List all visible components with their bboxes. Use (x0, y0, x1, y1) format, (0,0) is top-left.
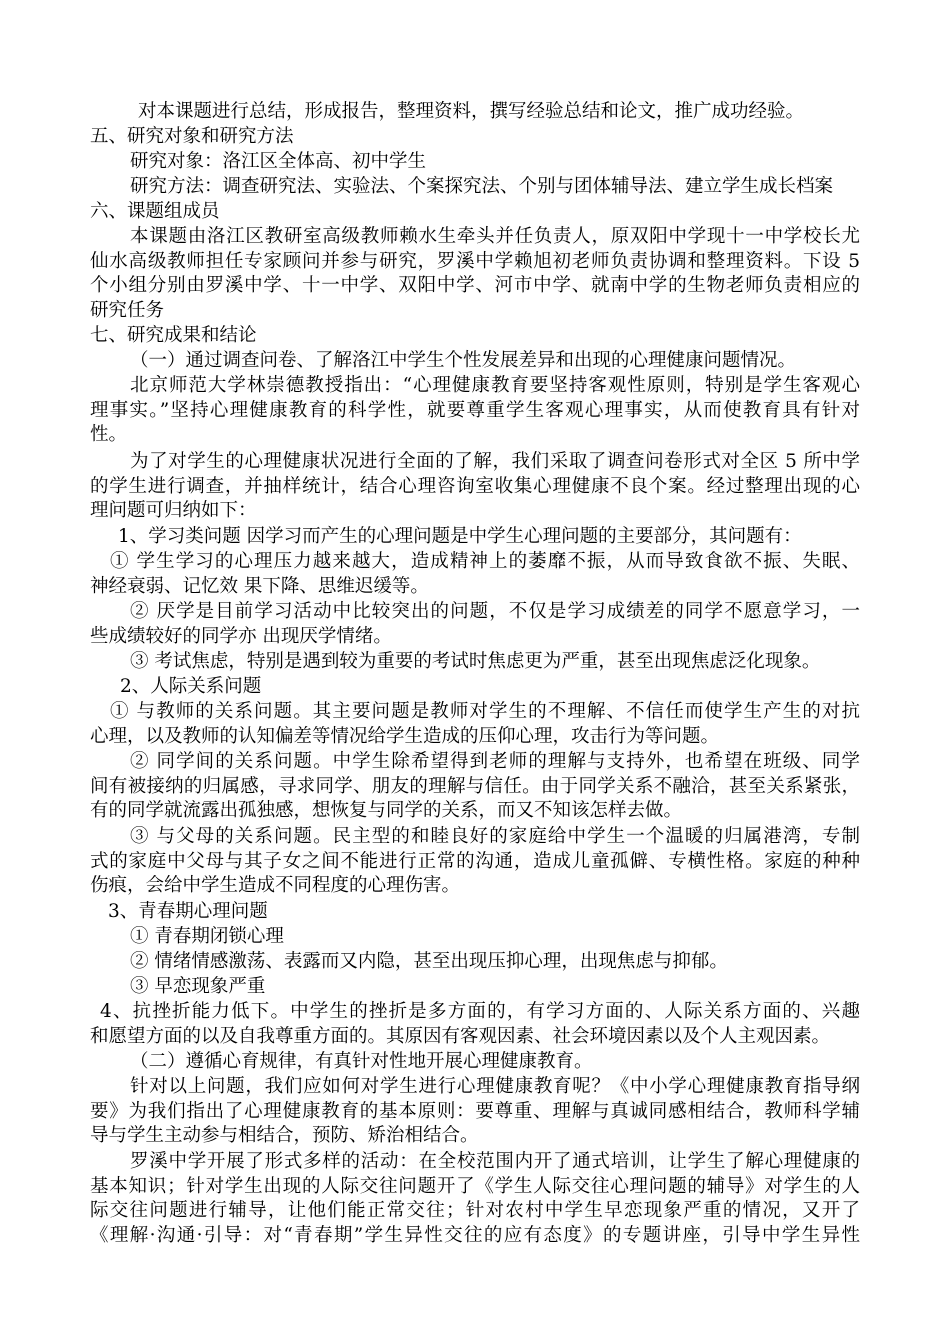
item-closed-mind (130, 925, 284, 950)
paragraph-research-method (130, 175, 833, 200)
text-line: 导与学生主动参与相结合，预防、矫治相结合。 (90, 1125, 479, 1147)
text-line: （二）遵循心育规律，有真针对性地开展心理健康教育。 (130, 1051, 593, 1072)
section-heading-5: 五、研究对象和研究方法 (90, 126, 294, 147)
paragraph-quote (90, 374, 860, 448)
section-heading-6: 六、课题组成员 (90, 201, 220, 222)
text-line: 4、抗挫折能力低下。中学生的挫折是多方面的，有学习方面的、人际关系方面的、兴趣 (100, 1001, 860, 1022)
paragraph-research-object (130, 150, 426, 175)
text-line: 心理，以及教师的认知偏差等情况给学生造成的压仰心理，攻击行为等问题。 (90, 725, 720, 747)
item-study-aversion (90, 600, 860, 649)
text-line: 理问题可归纳如下： (90, 500, 257, 522)
item-frustration (90, 1000, 860, 1049)
text-line: 北京师范大学林崇德教授指出：“心理健康教育要坚持客观性原则，特别是学生客观心 (130, 375, 860, 396)
text-line: 对本课题进行总结，形成报告，整理资料，撰写经验总结和论文，推广成功经验。 (138, 101, 805, 122)
text-line: 神经衰弱、记忆效 果下降、思维迟缓等。 (90, 575, 429, 597)
item-parent-relationship (90, 825, 860, 899)
text-line: ③ 与父母的关系问题。民主型的和睦良好的家庭给中学生一个温暖的归属港湾，专制 (130, 826, 860, 847)
text-line: ② 厌学是目前学习活动中比较突出的问题，不仅是学习成绩差的同学不愿意学习，一 (130, 601, 860, 622)
text-line: 罗溪中学开展了形式多样的活动：在全校范围内开了通式培训，让学生了解心理健康的 (130, 1151, 860, 1172)
text-line: ① 青春期闭锁心理 (130, 926, 284, 947)
text-line: 1、学习类问题 因学习而产生的心理问题是中学生心理问题的主要部分，其问题有： (118, 526, 802, 547)
item-emotions (130, 950, 728, 975)
item-study-problems (118, 525, 802, 550)
paragraph-team-members (90, 225, 860, 323)
text-line: 式的家庭中父母与其子女之间不能进行正常的沟通，造成儿童孤僻、专横性格。家庭的种种 (90, 850, 860, 872)
item-study-pressure (90, 550, 860, 599)
text-line: ② 同学间的关系问题。中学生除希望得到老师的理解与支持外，也希望在班级、同学 (130, 751, 860, 772)
text-line: 研究方法：调查研究法、实验法、个案探究法、个别与团体辅导法、建立学生成长档案 (130, 176, 834, 197)
text-line: 的学生进行调查，并抽样统计，结合心理咨询室收集心理健康不良个案。经过整理出现的心 (90, 475, 860, 497)
text-line: 研究任务 (90, 299, 165, 321)
text-line: 间有被接纳的归属感，寻求同学、朋友的理解与信任。由于同学关系不融洽，甚至关系紧张， (90, 775, 860, 797)
text-line: ③ 早恋现象严重 (130, 976, 266, 997)
text-line: 研究对象：洛江区全体高、初中学生 (130, 151, 427, 172)
text-line: 2、人际关系问题 (120, 676, 262, 697)
text-line: ③ 考试焦虑，特别是遇到较为重要的考试时焦虑更为严重，甚至出现焦虑泛化现象。 (130, 651, 821, 672)
text-line: 针对以上问题，我们应如何对学生进行心理健康教育呢？《中小学心理健康教育指导纲 (130, 1076, 860, 1097)
paragraph-luoxi-activities (90, 1150, 860, 1248)
item-exam-anxiety (130, 650, 820, 675)
item-peer-relationship (90, 750, 860, 824)
text-line: 和愿望方面的以及自我尊重方面的。其原因有客观因素、社会环境因素以及个人主观因素。 (90, 1025, 831, 1047)
text-line: 《理解·沟通·引导：对“青春期”学生异性交往的应有态度》的专题讲座，引导中学生异性 (90, 1224, 860, 1246)
text-line: 些成绩较好的同学亦 出现厌学情绪。 (90, 625, 392, 647)
text-line: 个小组分别由罗溪中学、十一中学、双阳中学、河市中学、就南中学的生物老师负责相应的 (90, 275, 860, 297)
text-line: 基本知识；针对学生出现的人际交往问题开了《学生人际交往心理问题的辅导》对学生的人 (90, 1175, 860, 1197)
text-line: 理事实。”坚持心理健康教育的科学性，就要尊重学生客观心理事实，从而使教育具有针对 (90, 399, 860, 421)
item-relationship-heading (120, 675, 261, 700)
text-line: 有的同学就流露出孤独感，想恢复与同学的关系，而又不知该怎样去做。 (90, 800, 683, 822)
text-line: ① 学生学习的心理压力越来越大，造成精神上的萎靡不振，从而导致食欲不振、失眠、 (110, 551, 860, 572)
paragraph-summary (138, 100, 804, 125)
paragraph-survey (90, 450, 860, 524)
text-line: 仙水高级教师担任专家顾问并参与研究，罗溪中学赖旭初老师负责协调和整理资料。下设 5 (90, 250, 860, 272)
text-line: 3、青春期心理问题 (108, 901, 268, 922)
text-line: 为了对学生的心理健康状况进行全面的了解，我们采取了调查问卷形式对全区 5 所中学 (130, 451, 860, 472)
text-line: ① 与教师的关系问题。其主要问题是教师对学生的不理解、不信任而使学生产生的对抗 (110, 701, 860, 722)
text-line: 本课题由洛江区教研室高级教师赖水生牵头并任负责人，原双阳中学现十一中学校长尤 (130, 226, 860, 247)
text-line: ② 情绪情感激荡、表露而又内隐，甚至出现压抑心理，出现焦虑与抑郁。 (130, 951, 728, 972)
paragraph-guidelines (90, 1075, 860, 1149)
text-line: 伤痕，会给中学生造成不同程度的心理伤害。 (90, 875, 461, 897)
item-adolescence-heading (108, 900, 268, 925)
text-line: 要》为我们指出了心理健康教育的基本原则：要尊重、理解与真诚同感相结合，教师科学辅 (90, 1100, 860, 1122)
item-early-love (130, 975, 265, 1000)
paragraph-subsection-2 (130, 1050, 593, 1075)
text-line: 性。 (90, 424, 128, 446)
section-heading-7: 七、研究成果和结论 (90, 325, 257, 346)
text-line: 际交往问题进行辅导，让他们能正常交往；针对农村中学生早恋现象严重的情况，又开了 (90, 1200, 860, 1222)
text-line: （一）通过调查问卷、了解洛江中学生个性发展差异和出现的心理健康问题情况。 (130, 350, 797, 371)
paragraph-subsection-1 (130, 349, 796, 374)
item-teacher-relationship (90, 700, 860, 749)
